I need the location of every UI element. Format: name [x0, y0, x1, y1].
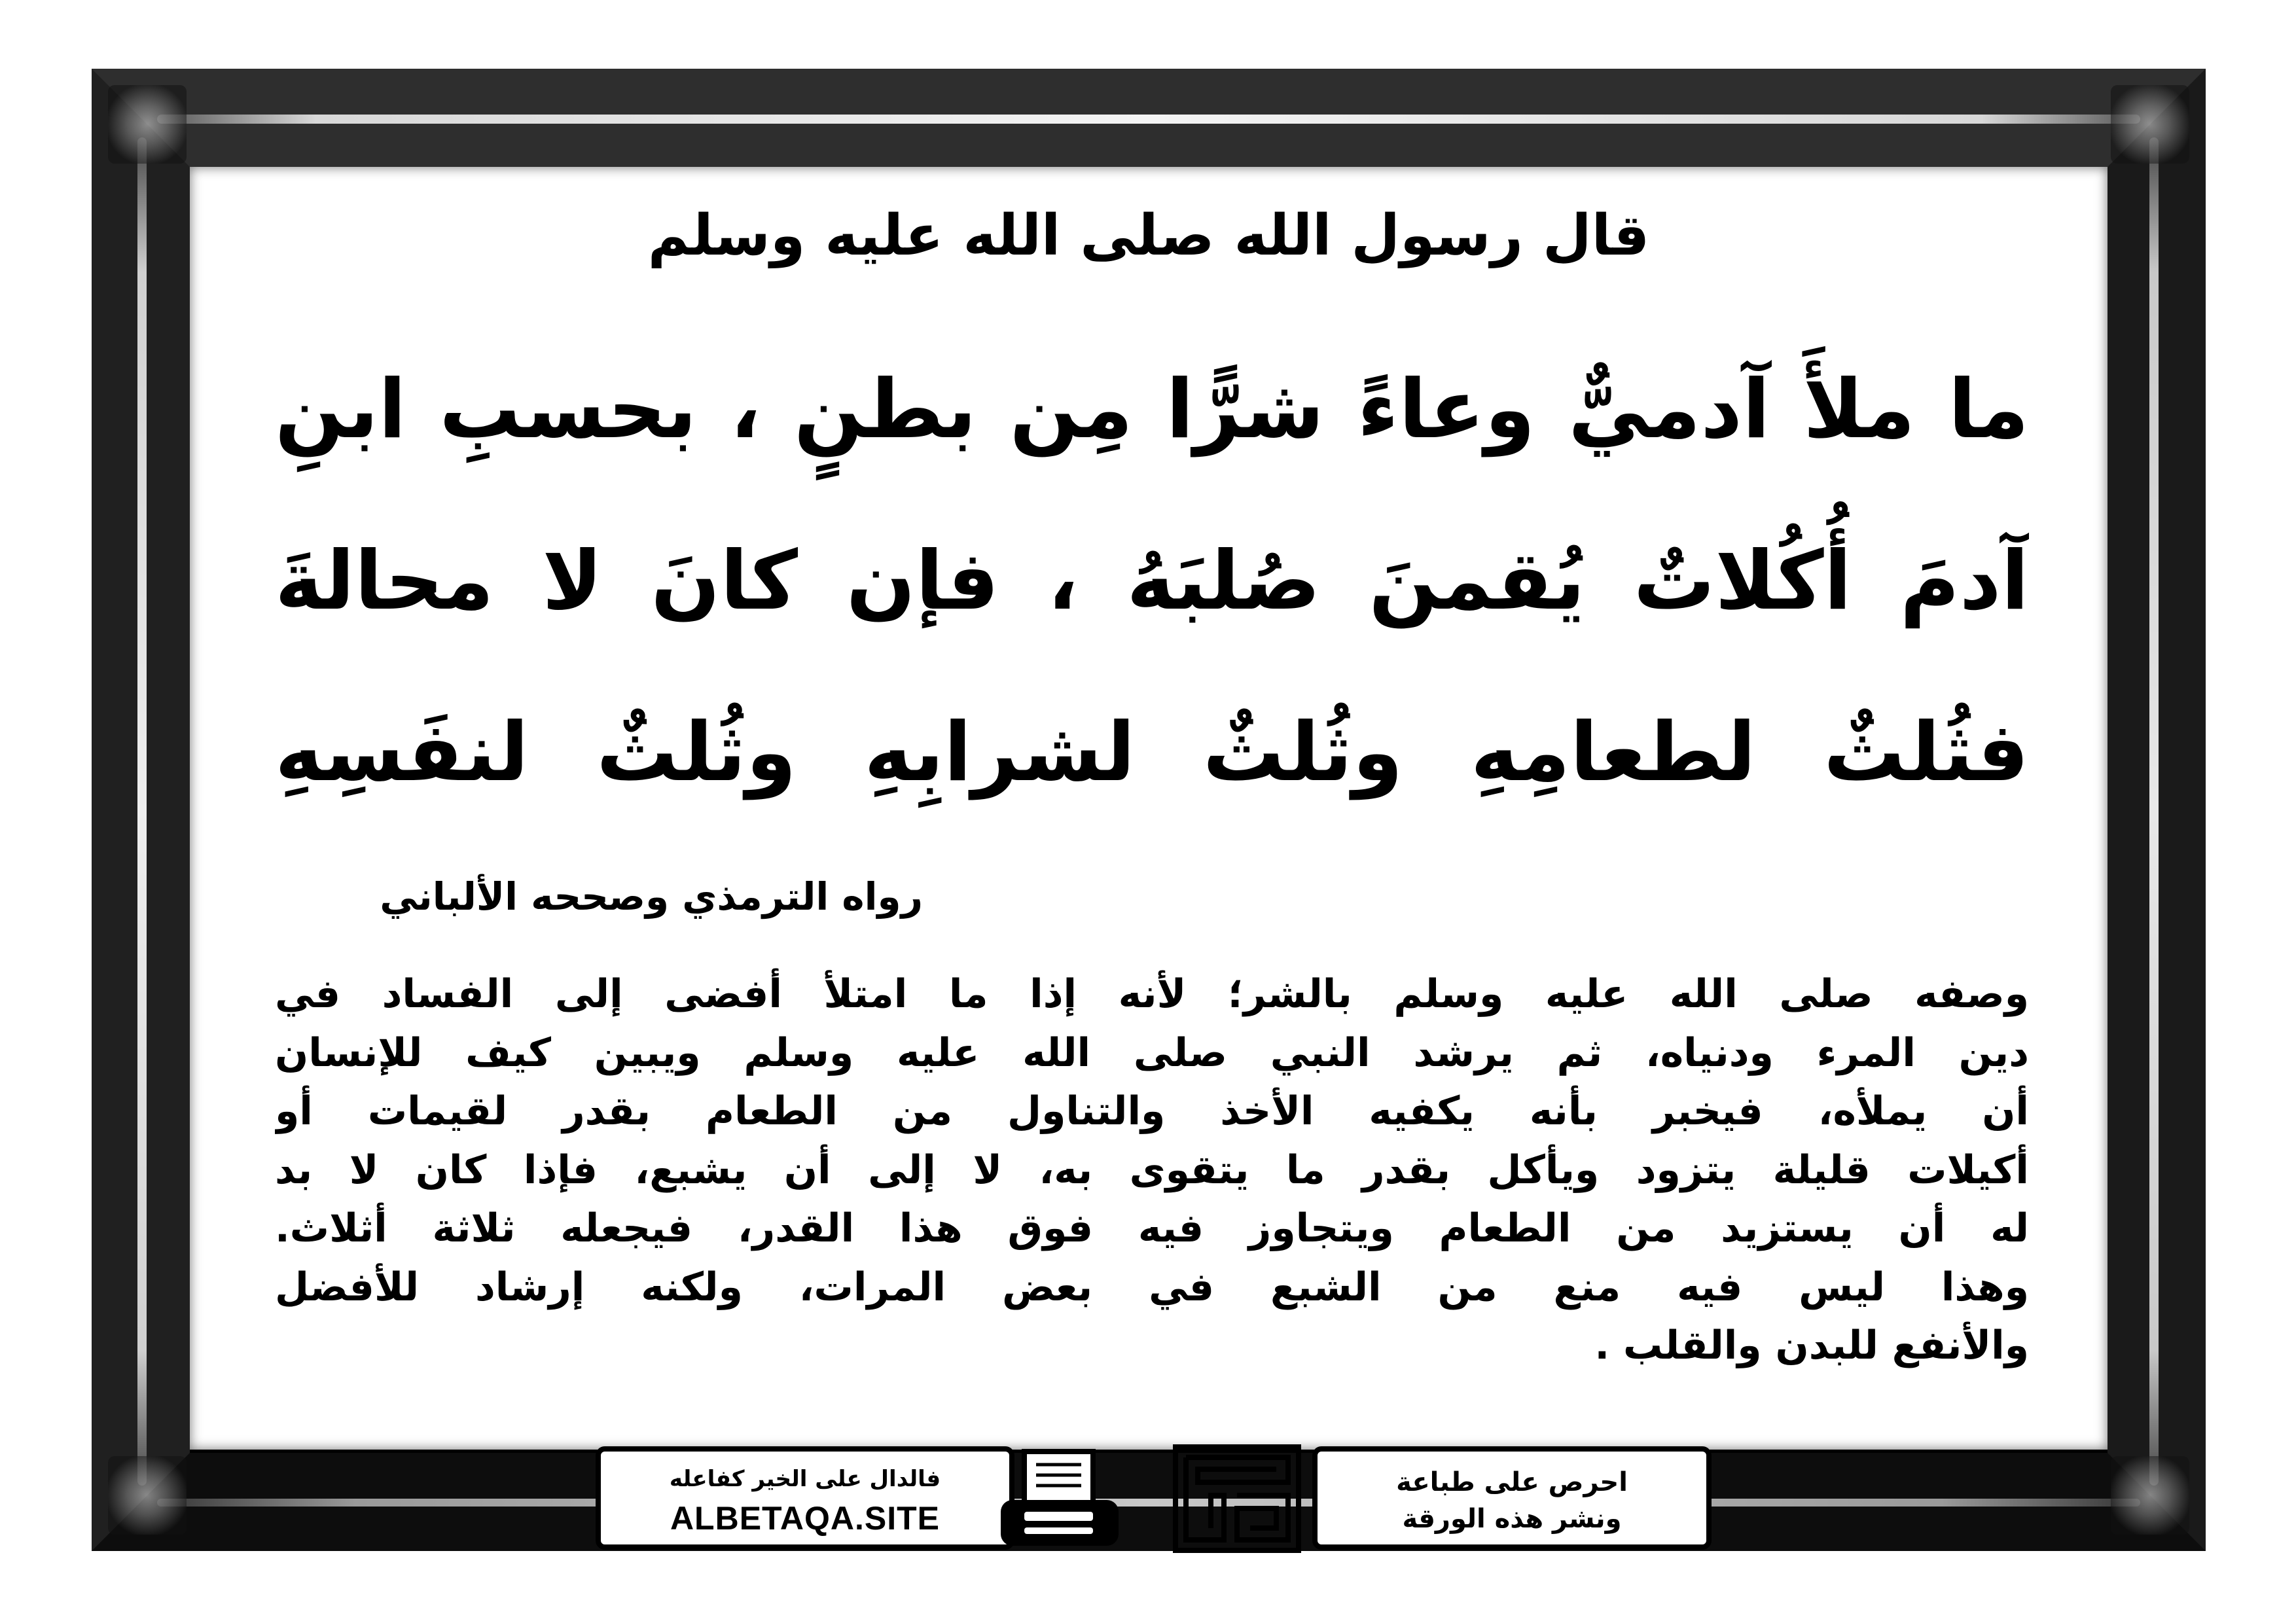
frame-highlight-top [157, 115, 2140, 124]
footer-site-link[interactable]: ALBETAQA.SITE [670, 1500, 941, 1537]
hadith-text [275, 324, 2029, 838]
frame-highlight-right [2149, 137, 2159, 1486]
explanation-line: أكيلات قليلة يتزود ويأكل بقدر ما يتقوى به، لا إلى أن يشبع، فإذا كان لا بد [275, 1147, 2029, 1193]
footer-notice-box [1312, 1446, 1712, 1550]
hadith-line: آدمَ أُكُلاتٌ يُقمنَ صُلبَهُ ، فإن كانَ لا محالةَ [275, 534, 2029, 628]
printer-icon [998, 1446, 1122, 1554]
explanation-line: وهذا ليس فيه منع من الشبع في بعض المرات، ولكنه إرشاد للأفضل [275, 1264, 2029, 1310]
explanation-line: دين المرء ودنياه، ثم يرشد النبي صلى الله عليه وسلم ويبين كيف للإنسان [275, 1029, 2029, 1076]
explanation-line: أن يملأه، فيخبر بأنه يكفيه الأخذ والتناول من الطعام بقدر لقيمات أو [275, 1088, 2029, 1134]
hadith-line: ما ملأَ آدميٌّ وعاءً شرًّا مِن بطنٍ ، بحسبِ ابنِ [275, 363, 2029, 457]
frame-highlight-bottom [157, 1499, 2140, 1507]
footer-site-caption: فالدال على الخير كفاعله [669, 1466, 941, 1492]
explanation-paragraph [275, 965, 2029, 1376]
frame-corner-bottom-left [108, 1456, 187, 1535]
explanation-line: وصفه صلى الله عليه وسلم بالشر؛ لأنه إذا ما امتلأ أفضى إلى الفساد في [275, 971, 2029, 1017]
explanation-line: والأنفع للبدن والقلب . [1594, 1323, 2029, 1368]
footer-notice-line: ونشر هذه الورقة [1402, 1504, 1622, 1534]
frame-corner-bottom-right [2111, 1456, 2189, 1535]
page-title: قال رسول الله صلى الله عليه وسلم [647, 203, 1650, 268]
footer-notice-line: احرص على طباعة [1396, 1467, 1628, 1497]
frame-corner-top-left [108, 85, 187, 164]
hadith-source: رواه الترمذي وصححه الألباني [380, 874, 923, 919]
kufic-logo-mark [1172, 1443, 1302, 1554]
frame-corner-top-right [2111, 85, 2189, 164]
frame-highlight-left [137, 137, 147, 1486]
hadith-line: فثُلثٌ لطعامِهِ وثُلثٌ لشرابِهِ وثُلثٌ لنفَسِهِ [275, 705, 2029, 800]
footer-site-box [596, 1446, 1014, 1550]
explanation-line: له أن يستزيد من الطعام ويتجاوز فيه فوق هذا القدر، فيجعله ثلاثة أثلاث. [275, 1205, 2029, 1251]
